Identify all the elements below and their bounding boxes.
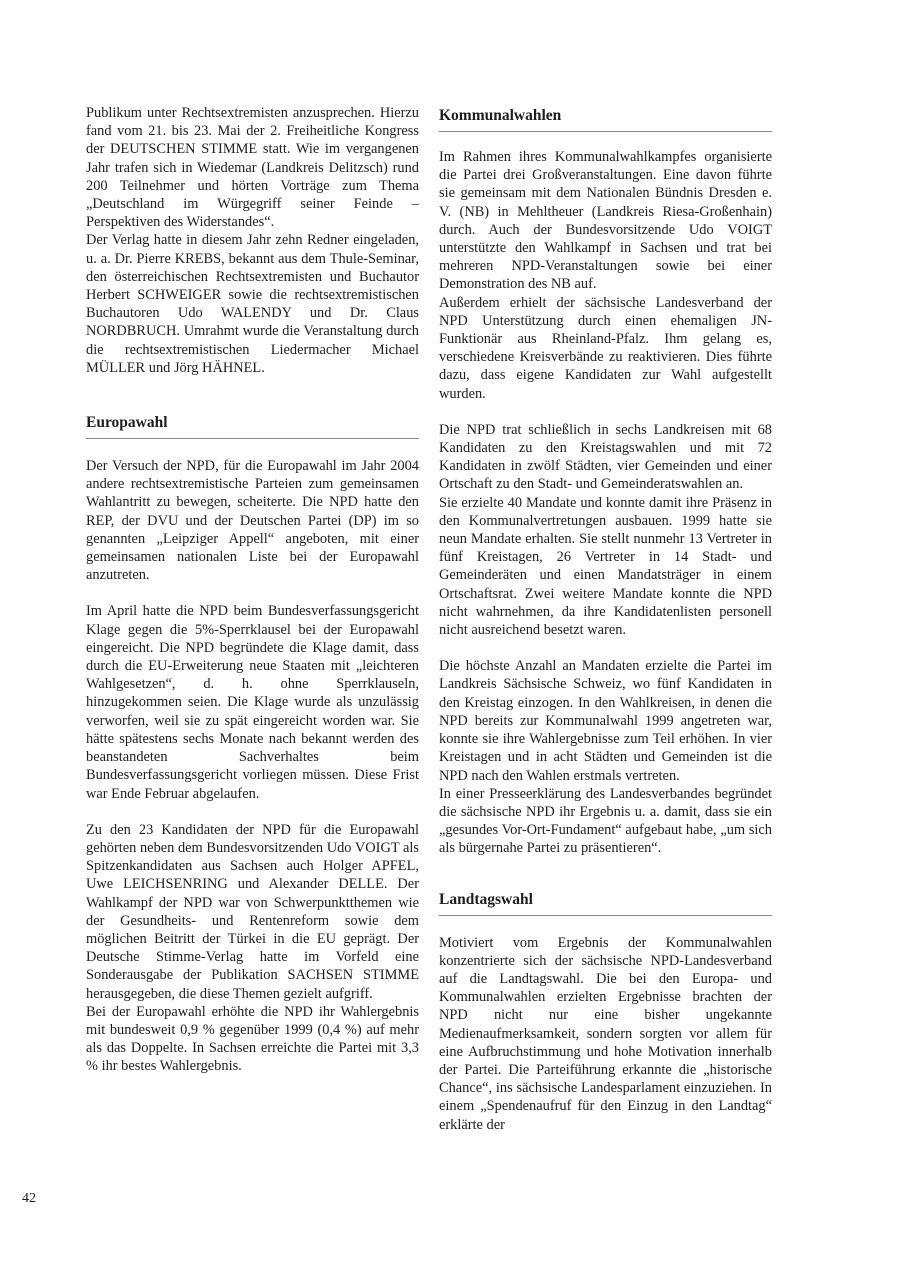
kommunalwahlen-paragraph-3: Die NPD trat schließlich in sechs Landkreisen mit 68 Kandidaten zu den Kreistagswahlen und mit 72 Kandidaten in zwölf Städten, vier Gemeinden und einer Ortschaft zu den Stadt- und Gemeinderatswahlen an. [439, 421, 772, 493]
europawahl-heading: Europawahl [86, 413, 419, 439]
right-column [439, 104, 772, 1134]
europawahl-paragraph-3: Zu den 23 Kandidaten der NPD für die Europawahl gehörten neben dem Bundesvorsitzenden Udo VOIGT als Spitzenkandidaten aus Sachsen auch Holger APFEL, Uwe LEICHSENRING und Alexander DELLE. Der Wahlkampf der NPD war von Schwerpunktthemen wie der Gesundheits- und Rentenreform sowie dem möglichen Beitritt der Türkei in die EU geprägt. Der Deutsche Stimme-Verlag hatte im Vorfeld eine Sonderausgabe der Publikation SACHSEN STIMME herausgegeben, die diese Themen gezielt aufgriff. [86, 821, 419, 1002]
kommunalwahlen-paragraph-5: Die höchste Anzahl an Mandaten erzielte die Partei im Landkreis Sächsische Schweiz, wo fünf Kandidaten in den Kreistag einzogen. In den Wahlkreisen, in denen die NPD bereits zur Kommunalwahl 1999 angetreten war, konnte sie ihre Wahlergebnisse zum Teil erhöhen. In vier Kreistagen und in acht Städten und Gemeinden ist die NPD nach den Wahlen erstmals vertreten. [439, 658, 772, 784]
europawahl-paragraph-1: Der Versuch der NPD, für die Europawahl im Jahr 2004 andere rechtsextremistische Parteien zum gemeinsamen Wahlantritt zu bewegen, scheiterte. Die NPD hatte den REP, der DVU und der Deutschen Partei (DP) im so genannten „Leipziger Appell“ angeboten, mit einer gemeinsamen nationalen Liste bei der Europawahl anzutreten. [86, 458, 419, 584]
kommunalwahlen-paragraph-6: In einer Presseerklärung des Landesverbandes begründet die sächsische NPD ihr Ergebnis u. a. damit, dass sie ein „gesundes Vor-Ort-Fundament“ aufgebaut habe, „um sich als bürgernahe Partei zu präsentieren“. [439, 785, 772, 857]
landtagswahl-heading: Landtagswahl [439, 890, 772, 916]
intro-paragraph-1: Publikum unter Rechtsextremisten anzusprechen. Hierzu fand vom 21. bis 23. Mai der 2. Freiheitliche Kongress der DEUTSCHEN STIMME statt. Wie im vergangenen Jahr trafen sich in Wiedemar (Landkreis Delitzsch) rund 200 Teilnehmer und hörten Vorträge zum Thema „Deutschland im Würgegriff seiner Feinde – Perspektiven des Widerstandes“. [86, 105, 419, 231]
europawahl-paragraph-2: Im April hatte die NPD beim Bundesverfassungsgericht Klage gegen die 5%-Sperrklausel bei der Europawahl eingereicht. Die NPD begründete die Klage damit, dass durch die EU-Erweiterung neue Staaten mit „leichteren Wahlgesetzen“, d. h. ohne Sperrklauseln, hinzugekommen seien. Die Klage wurde als unzulässig verworfen, weil sie zu spät eingereicht worden war. Sie hätte spätestens sechs Monate nach bekannt werden des beanstandeten Sachverhaltes beim Bundesverfassungsgericht vorliegen müssen. Diese Frist war Ende Februar abgelaufen. [86, 603, 419, 802]
intro-paragraph-2: Der Verlag hatte in diesem Jahr zehn Redner eingeladen, u. a. Dr. Pierre KREBS, bekannt aus dem Thule-Seminar, den österreichischen Rechtsextremisten und Buchautor Herbert SCHWEIGER sowie die rechtsextremistischen Buchautoren Udo WALENDY und Dr. Claus NORDBRUCH. Umrahmt wurde die Veranstaltung durch die rechtsextremistischen Liedermacher Michael MÜLLER und Jörg HÄHNEL. [86, 232, 419, 376]
left-column [86, 104, 419, 1076]
kommunalwahlen-paragraph-1: Im Rahmen ihres Kommunalwahlkampfes organisierte die Partei drei Großveranstaltungen. Eine davon führte sie gemeinsam mit dem Nationalen Bündnis Dresden e. V. (NB) in Mehltheuer (Landkreis Riesa-Großenhain) durch. Auch der Bundesvorsitzende Udo VOIGT unterstützte den Wahlkampf in Sachsen und trat bei mehreren NPD-Veranstaltungen sowie bei einer Demonstration des NB auf. [439, 149, 772, 293]
kommunalwahlen-heading: Kommunalwahlen [439, 106, 772, 132]
page-number: 42 [22, 1191, 36, 1206]
landtagswahl-paragraph-1: Motiviert vom Ergebnis der Kommunalwahlen konzentrierte sich der sächsische NPD-Landesverband auf die Landtagswahl. Die bei den Europa- und Kommunalwahlen erzielten Ergebnisse brachten der NPD nicht nur eine bisher ungekannte Medienaufmerksamkeit, sondern sorgten vor allem für eine Aufbruchstimmung und hohe Motivation innerhalb der Partei. Die Parteiführung erkannte die „historische Chance“, ins sächsische Landesparlament einzuziehen. In einem „Spendenaufruf für den Einzug in den Landtag“ erklärte der [439, 934, 772, 1133]
kommunalwahlen-paragraph-4: Sie erzielte 40 Mandate und konnte damit ihre Präsenz in den Kommunalvertretungen ausbauen. 1999 hatte sie neun Mandate erhalten. Sie stellt nunmehr 13 Vertreter in fünf Kreistagen, 26 Vertreter in 14 Stadt- und Gemeinderäten und einen Mandatsträger in einem Ortschaftsrat. Zwei weitere Mandate konnte die NPD nicht wahrnehmen, da ihre Kandidatenlisten personell nicht ausreichend besetzt waren. [439, 494, 772, 639]
kommunalwahlen-paragraph-2: Außerdem erhielt der sächsische Landesverband der NPD Unterstützung durch einen ehemaligen JN-Funktionär aus Rheinland-Pfalz. Ihm gelang es, verschiedene Kreisverbände zu reaktivieren. Dies führte dazu, dass eigene Kandidaten zur Wahl aufgestellt wurden. [439, 294, 772, 402]
europawahl-paragraph-4: Bei der Europawahl erhöhte die NPD ihr Wahlergebnis mit bundesweit 0,9 % gegenüber 1999 (0,4 %) auf mehr als das Doppelte. In Sachsen erreichte die Partei mit 3,3 % ihr bestes Wahlergebnis. [86, 1003, 419, 1075]
